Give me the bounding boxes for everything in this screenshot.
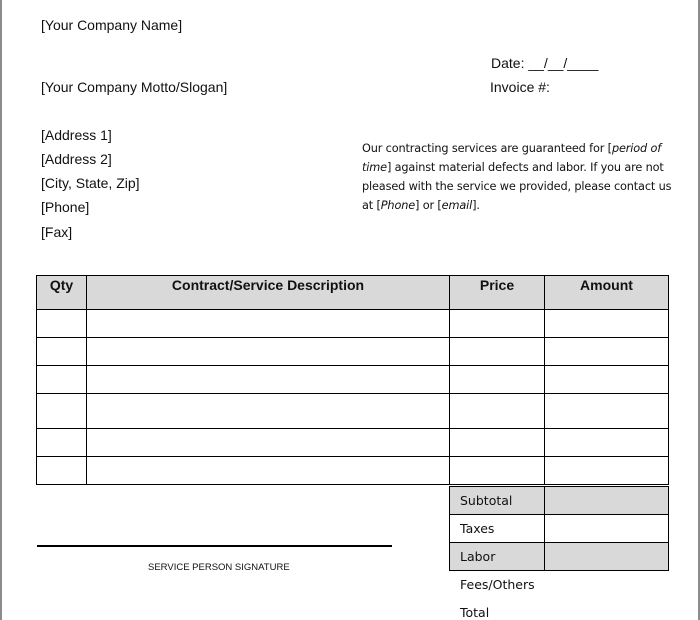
amount-cell[interactable]	[545, 366, 669, 394]
company-motto[interactable]: [Your Company Motto/Slogan]	[41, 79, 228, 95]
invoice-number-label[interactable]: Invoice #:	[490, 79, 550, 95]
taxes-row	[450, 515, 669, 543]
qty-cell[interactable]	[37, 429, 87, 457]
description-cell[interactable]	[87, 338, 450, 366]
description-cell[interactable]	[87, 394, 450, 429]
phone[interactable]: [Phone]	[41, 199, 90, 215]
signature-label: SERVICE PERSON SIGNATURE	[148, 562, 290, 573]
price-cell[interactable]	[450, 366, 545, 394]
description-cell[interactable]	[87, 457, 450, 485]
date-value[interactable]: __/__/____	[528, 55, 599, 71]
description-cell[interactable]	[87, 310, 450, 338]
price-cell[interactable]	[450, 310, 545, 338]
amount-cell[interactable]	[545, 394, 669, 429]
qty-cell[interactable]	[37, 338, 87, 366]
table-row	[37, 429, 669, 457]
guarantee-text-part: ].	[472, 199, 480, 212]
line-items-table	[36, 275, 669, 485]
labor-row	[450, 543, 669, 571]
price-cell[interactable]	[450, 457, 545, 485]
qty-cell[interactable]	[37, 310, 87, 338]
subtotal-row	[450, 487, 669, 515]
signature-line[interactable]	[37, 545, 392, 547]
qty-cell[interactable]	[37, 394, 87, 429]
table-row	[37, 366, 669, 394]
date-label: Date:	[491, 55, 525, 71]
price-cell[interactable]	[450, 429, 545, 457]
fax[interactable]: [Fax]	[41, 224, 73, 240]
guarantee-text-part: ] against material defects and labor. If you are not pleased with the service we provided, please contact us at [	[362, 161, 672, 212]
amount-cell[interactable]	[545, 457, 669, 485]
period-placeholder: period of time	[362, 142, 662, 174]
amount-cell[interactable]	[545, 310, 669, 338]
guarantee-text[interactable]	[362, 139, 672, 215]
date-field[interactable]	[491, 55, 598, 71]
description-cell[interactable]	[87, 366, 450, 394]
page-edge-left	[0, 0, 2, 620]
phone-placeholder: Phone	[380, 199, 416, 212]
email-placeholder: email	[441, 199, 473, 212]
amount-cell[interactable]	[545, 429, 669, 457]
total-label: Total	[460, 605, 490, 620]
labor-label: Labor	[450, 543, 545, 571]
column-header-amount: Amount	[545, 276, 669, 310]
taxes-value[interactable]	[545, 515, 669, 543]
table-row	[37, 338, 669, 366]
guarantee-text-part: ] or [	[415, 199, 442, 212]
qty-cell[interactable]	[37, 366, 87, 394]
table-header-row	[37, 276, 669, 310]
city-state-zip[interactable]: [City, State, Zip]	[41, 175, 140, 191]
guarantee-text-part: Our contracting services are guaranteed for [	[362, 142, 612, 155]
address-line-2[interactable]: [Address 2]	[41, 151, 112, 167]
description-cell[interactable]	[87, 429, 450, 457]
fees-others-label: Fees/Others	[460, 577, 535, 592]
subtotal-label: Subtotal	[450, 487, 545, 515]
address-line-1[interactable]: [Address 1]	[41, 127, 112, 143]
taxes-label: Taxes	[450, 515, 545, 543]
column-header-description: Contract/Service Description	[87, 276, 450, 310]
price-cell[interactable]	[450, 394, 545, 429]
qty-cell[interactable]	[37, 457, 87, 485]
column-header-price: Price	[450, 276, 545, 310]
price-cell[interactable]	[450, 338, 545, 366]
subtotal-value[interactable]	[545, 487, 669, 515]
table-row	[37, 310, 669, 338]
table-row	[37, 457, 669, 485]
column-header-qty: Qty	[37, 276, 87, 310]
table-row	[37, 394, 669, 429]
company-name[interactable]: [Your Company Name]	[41, 17, 183, 33]
labor-value[interactable]	[545, 543, 669, 571]
amount-cell[interactable]	[545, 338, 669, 366]
totals-table	[449, 486, 669, 571]
